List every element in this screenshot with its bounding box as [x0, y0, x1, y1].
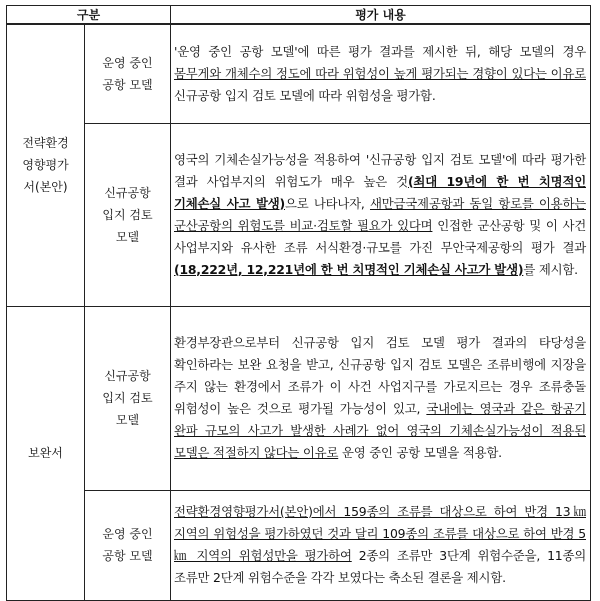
section-label-line: 보완서: [28, 446, 63, 460]
content-text: 운영 중인 공항 모델을 적용함.: [338, 445, 502, 460]
header-content: 평가 내용: [171, 6, 591, 25]
content-text: 2종의 조류만 3단계 위험수준을, 11종의 조류만 2단계 위험수준을 각각 보였다는 축소된 결론을 제시함.: [174, 548, 586, 585]
model-cell: [85, 123, 171, 306]
model-label-line: 입지 검토: [102, 207, 153, 222]
model-label-line: 모델: [115, 229, 140, 244]
model-label-line: 모델: [115, 413, 140, 427]
content-cell: [171, 24, 591, 123]
content-text-underlined: 전략환경영향평가서(본안)에서 159종의 조류를 대상으로 하여 반경 13㎞ 지역의 위험성을 평가하였던 것과 달리 109종의 조류를 대상으로 하여 반경 5㎞ 지역의 위험성만을 평가하여: [174, 504, 586, 563]
evaluation-table: [6, 5, 591, 601]
content-cell: [171, 123, 591, 306]
content-text-underlined: 국내에는 영국과 같은 항공기 완파 규모의 사고가 발생한 사례가 없어 영국의 기체손실가능성이 적용된 모델은 적절하지 않다는 이유로: [174, 401, 586, 460]
section-label-supplement: [7, 306, 85, 600]
model-label-line: 운영 중인: [102, 55, 153, 70]
content-text: 인접한 군산공항 및 이 사건 사업부지와 유사한 조류 서식환경·규모를 가진 무안국제공항의 평가 결과: [174, 217, 586, 255]
content-text: 를 제시함.: [523, 261, 578, 277]
model-cell: [85, 24, 171, 123]
content-cell: [171, 490, 591, 600]
model-label-line: 신규공항: [104, 185, 151, 200]
model-cell: [85, 306, 171, 490]
content-text: 영국의 기체손실가능성을 적용하여 '신규공항 입지 검토 모델'에 따라 평가한 결과 사업부지의 위험도가 매우 높은 것: [174, 151, 586, 189]
model-label-line: 공항 모델: [102, 549, 153, 563]
section-label-draft: [7, 24, 85, 306]
content-cell: [171, 306, 591, 490]
content-text: 으로 나타나자,: [285, 195, 370, 211]
table-header-row: [7, 6, 591, 25]
section-label-line: 영향평가: [22, 158, 69, 173]
section-label-line: 서(본안): [23, 180, 68, 195]
table-row: [7, 123, 591, 306]
content-text-bold: (최대 19년에 한 번 치명적인 기체손실 사고 발생): [174, 173, 586, 211]
content-text-bold: (18,222년, 12,221년에 한 번 치명적인 기체손실 사고가 발생): [174, 261, 524, 277]
header-category: 구분: [7, 6, 171, 25]
table-row: [7, 306, 591, 490]
content-text-underlined: 새만금국제공항과 동일 항로를 이용하는 군산공항의 위험도를 비교·검토할 필요가 있다며: [174, 195, 586, 233]
model-cell: [85, 490, 171, 600]
content-text: 환경부장관으로부터 신규공항 입지 검토 모델 평가 결과의 타당성을 확인하라는 보완 요청을 받고, 신규공항 입지 검토 모델은 조류비행에 지장을 주지 않는 환경에서 조류가 이 사건 사업지구를 가로지르는 경우 조류충돌 위험성이 높은 것으로 평가될 가능성이 있고,: [174, 335, 586, 416]
table-row: [7, 490, 591, 600]
content-text: '운영 중인 공항 모델'에 따른 평가 결과를 제시한 뒤, 해당 모델의 경우: [174, 43, 586, 59]
model-label-line: 운영 중인: [102, 527, 153, 541]
model-label-line: 입지 검토: [102, 391, 153, 405]
model-label-line: 신규공항: [104, 369, 151, 383]
table-row: [7, 24, 591, 123]
content-text-underlined: 몸무게와 개체수의 정도에 따라 위험성이 높게 평가되는 경향이 있다는 이유로: [174, 65, 586, 81]
section-label-line: 전략환경: [22, 136, 69, 151]
content-text: 신규공항 입지 검토 모델에 따라 위험성을 평가함.: [174, 87, 436, 103]
model-label-line: 공항 모델: [102, 77, 153, 92]
